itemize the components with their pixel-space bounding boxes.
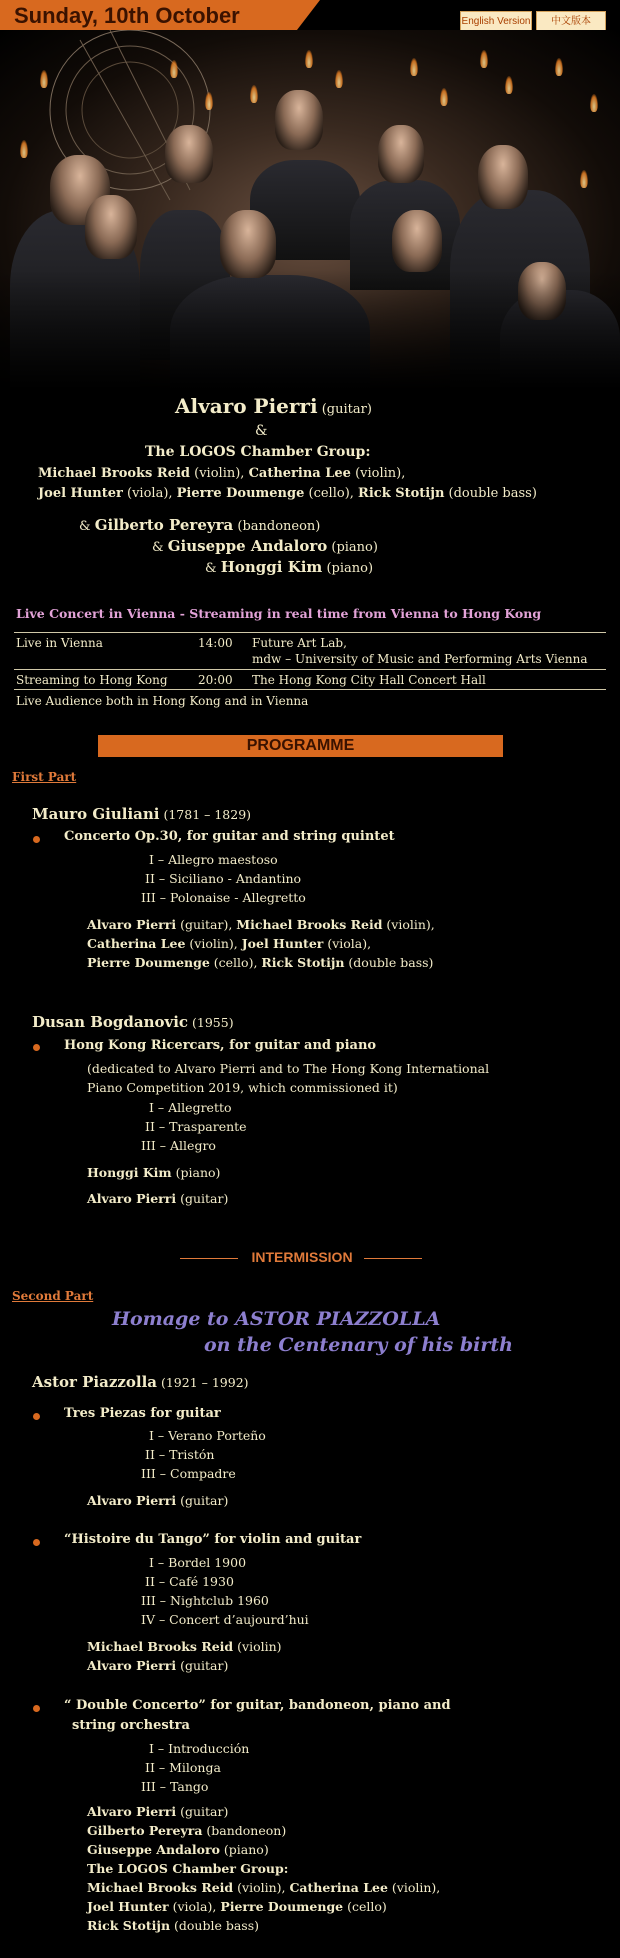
work-title: “Histoire du Tango” for violin and guitar (64, 1532, 362, 1547)
movement: III – Nightclub 1960 (141, 1593, 269, 1608)
movement: I – Bordel 1900 (149, 1555, 247, 1570)
homage-title: Homage to ASTOR PIAZZOLLA (112, 1308, 441, 1330)
stream-row-venue-detail: mdw – University of Music and Performing Arts Vienna (252, 652, 588, 666)
movement: II – Milonga (145, 1760, 221, 1775)
movement: II – Trasparente (145, 1119, 247, 1134)
movement: I – Allegro maestoso (149, 852, 278, 867)
work-title: Concerto Op.30, for guitar and string quintet (64, 829, 395, 844)
movement: I – Verano Porteño (149, 1428, 266, 1443)
movement: III – Compadre (141, 1466, 236, 1481)
stream-row-venue: Future Art Lab, (252, 636, 347, 650)
composer-piazzolla: Astor Piazzolla (1921 – 1992) (32, 1373, 249, 1391)
intermission-label: INTERMISSION (251, 1249, 353, 1265)
performers-line: Joel Hunter (viola), Pierre Doumenge (cello) (87, 1899, 387, 1914)
movement: II – Tristón (145, 1447, 215, 1462)
movement: IV – Concert d’aujourd’hui (141, 1612, 309, 1627)
performers-line: Alvaro Pierri (guitar) (87, 1804, 229, 1819)
bullet (33, 1413, 40, 1420)
lead-performer: Alvaro Pierri (guitar) (175, 394, 372, 418)
bullet (33, 1539, 40, 1546)
guest-performer-2: & Giuseppe Andaloro (piano) (152, 537, 378, 555)
stream-headline: Live Concert in Vienna - Streaming in real time from Vienna to Hong Kong (16, 606, 542, 621)
ampersand: & (255, 423, 268, 439)
ensemble-line-1: Michael Brooks Reid (violin), Catherina Lee (violin), (38, 466, 406, 481)
work-title-continued: string orchestra (72, 1718, 190, 1733)
performers-line: Gilberto Pereyra (bandoneon) (87, 1823, 287, 1838)
stream-row-time: 20:00 (198, 673, 233, 687)
stream-row-label: Live in Vienna (16, 636, 103, 650)
movement: I – Allegretto (149, 1100, 232, 1115)
first-part-label: First Part (12, 770, 77, 784)
performers-line: Catherina Lee (violin), Joel Hunter (viola), (87, 936, 372, 951)
movement: III – Tango (141, 1779, 209, 1794)
ensemble-line-2: Joel Hunter (viola), Pierre Doumenge (cello), Rick Stotijn (double bass) (38, 486, 537, 501)
stream-row-label: Streaming to Hong Kong (16, 673, 168, 687)
homage-subtitle: on the Centenary of his birth (204, 1334, 513, 1356)
bullet (33, 1044, 40, 1051)
composer-giuliani: Mauro Giuliani (1781 – 1829) (32, 805, 252, 823)
performers-line: Giuseppe Andaloro (piano) (87, 1842, 269, 1857)
programme-heading: PROGRAMME (98, 735, 503, 757)
movement: III – Polonaise - Allegretto (141, 890, 306, 905)
work-title: Tres Piezas for guitar (64, 1406, 221, 1421)
guest-performer-3: & Honggi Kim (piano) (205, 558, 374, 576)
performers-line: Alvaro Pierri (guitar) (87, 1493, 229, 1508)
movement: II – Café 1930 (145, 1574, 234, 1589)
audience-note: Live Audience both in Hong Kong and in Vienna (16, 694, 309, 708)
second-part-label: Second Part (12, 1289, 94, 1303)
performers-line: Alvaro Pierri (guitar) (87, 1191, 229, 1206)
concert-date: Sunday, 10th October (14, 3, 240, 28)
work-title: “ Double Concerto” for guitar, bandoneon, piano and (64, 1698, 451, 1713)
movement: II – Siciliano - Andantino (145, 871, 302, 886)
chinese-version-button[interactable]: 中文版本 (536, 11, 606, 33)
performers-line: Pierre Doumenge (cello), Rick Stotijn (double bass) (87, 955, 434, 970)
performers-line: Michael Brooks Reid (violin), Catherina Lee (violin), (87, 1880, 441, 1895)
stream-row-time: 14:00 (198, 636, 233, 650)
performers-line: Rick Stotijn (double bass) (87, 1918, 260, 1933)
stream-row-venue: The Hong Kong City Hall Concert Hall (252, 673, 486, 687)
ensemble-photo (0, 30, 620, 390)
performers-line: Alvaro Pierri (guitar) (87, 1658, 229, 1673)
bullet (33, 1705, 40, 1712)
work-note: Piano Competition 2019, which commissioned it) (87, 1080, 398, 1095)
bullet (33, 836, 40, 843)
composer-bogdanovic: Dusan Bogdanovic (1955) (32, 1013, 234, 1031)
work-title: Hong Kong Ricercars, for guitar and piano (64, 1038, 377, 1053)
movement: I – Introducción (149, 1741, 250, 1756)
performers-line: Alvaro Pierri (guitar), Michael Brooks Reid (violin), (87, 917, 435, 932)
performers-line: The LOGOS Chamber Group: (87, 1861, 289, 1876)
performers-line: Honggi Kim (piano) (87, 1165, 221, 1180)
work-note: (dedicated to Alvaro Pierri and to The Hong Kong International (87, 1061, 490, 1076)
performers-line: Michael Brooks Reid (violin) (87, 1639, 282, 1654)
guest-performer-1: & Gilberto Pereyra (bandoneon) (79, 516, 321, 534)
movement: III – Allegro (141, 1138, 216, 1153)
ensemble-name: The LOGOS Chamber Group: (145, 444, 371, 460)
english-version-button[interactable]: English Version (460, 11, 532, 33)
